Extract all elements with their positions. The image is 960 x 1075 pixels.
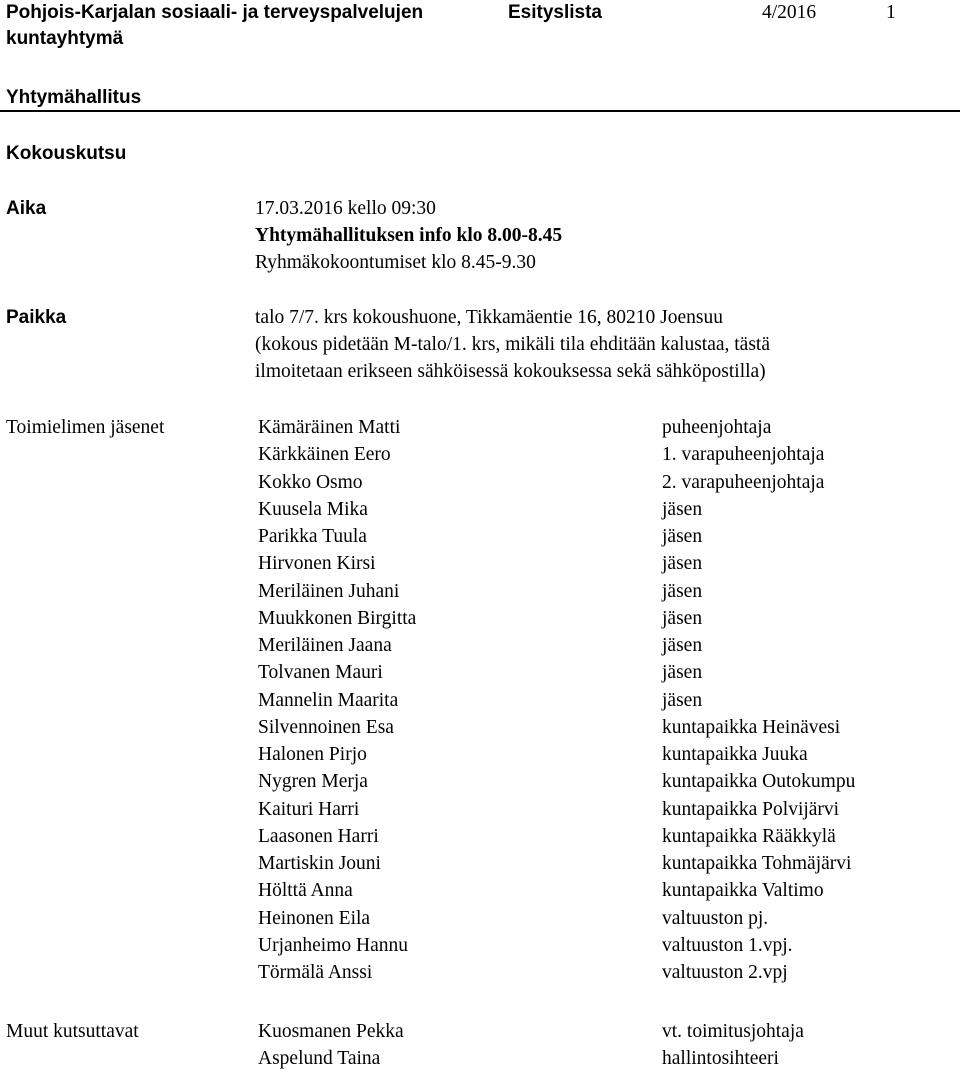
person-role: jäsen bbox=[662, 553, 703, 575]
meeting-date: 17.03.2016 kello 09:30 bbox=[255, 198, 436, 219]
document-number: 4/2016 bbox=[762, 2, 817, 23]
person-role: jäsen bbox=[662, 635, 703, 656]
person-role: kuntapaikka Rääkkylä bbox=[662, 825, 836, 847]
members-label: Toimielimen jäsenet bbox=[6, 417, 165, 438]
others-label: Muut kutsuttavat bbox=[6, 1021, 139, 1042]
list-item bbox=[0, 962, 960, 989]
person-name: Hölttä Anna bbox=[258, 880, 353, 902]
person-name: Meriläinen Juhani bbox=[258, 580, 400, 602]
person-role: hallintosihteeri bbox=[662, 1048, 779, 1070]
person-name: Parikka Tuula bbox=[258, 526, 367, 547]
person-role: kuntapaikka Heinävesi bbox=[662, 716, 841, 738]
place-line1: talo 7/7. krs kokoushuone, Tikkamäentie 16, 80210 Joensuu bbox=[255, 307, 723, 328]
person-name: Martiskin Jouni bbox=[258, 853, 381, 874]
person-name: Muukkonen Birgitta bbox=[258, 607, 417, 629]
person-role: jäsen bbox=[662, 689, 703, 711]
person-role: valtuuston pj. bbox=[662, 907, 769, 929]
person-name: Mannelin Maarita bbox=[258, 689, 399, 711]
list-item bbox=[0, 771, 960, 798]
person-role: jäsen bbox=[662, 607, 703, 629]
person-name: Hirvonen Kirsi bbox=[258, 553, 376, 575]
list-item bbox=[0, 662, 960, 689]
person-name: Meriläinen Jaana bbox=[258, 635, 392, 656]
person-name: Urjanheimo Hannu bbox=[258, 934, 409, 956]
place-line3: ilmoitetaan erikseen sähköisessä kokouksessa sekä sähköpostilla) bbox=[255, 361, 766, 382]
list-item bbox=[0, 690, 960, 717]
person-name: Kärkkäinen Eero bbox=[258, 444, 391, 466]
person-name: Kuusela Mika bbox=[258, 498, 368, 520]
person-role: vt. toimitusjohtaja bbox=[662, 1021, 804, 1042]
person-name: Kokko Osmo bbox=[258, 471, 363, 493]
person-name: Tolvanen Mauri bbox=[258, 662, 383, 684]
person-name: Nygren Merja bbox=[258, 771, 368, 793]
list-item bbox=[0, 499, 960, 526]
person-name: Aspelund Taina bbox=[258, 1048, 381, 1070]
list-item bbox=[0, 744, 960, 771]
person-role: valtuuston 1.vpj. bbox=[662, 934, 793, 956]
person-role: puheenjohtaja bbox=[662, 417, 772, 438]
person-role: jäsen bbox=[662, 498, 703, 520]
person-name: Silvennoinen Esa bbox=[258, 716, 394, 738]
list-item bbox=[0, 908, 960, 935]
document-type: Esityslista bbox=[508, 2, 602, 23]
list-item bbox=[0, 1021, 960, 1048]
list-item bbox=[0, 581, 960, 608]
person-name: Kämäräinen Matti bbox=[258, 417, 401, 438]
list-item bbox=[0, 608, 960, 635]
list-item bbox=[0, 417, 960, 444]
place-label: Paikka bbox=[6, 307, 67, 328]
list-item bbox=[0, 635, 960, 662]
notice-title: Kokouskutsu bbox=[6, 143, 127, 164]
person-name: Heinonen Eila bbox=[258, 907, 371, 929]
person-role: jäsen bbox=[662, 580, 703, 602]
person-role: kuntapaikka Tohmäjärvi bbox=[662, 853, 852, 874]
time-label: Aika bbox=[6, 198, 47, 219]
list-item bbox=[0, 935, 960, 962]
person-name: Halonen Pirjo bbox=[258, 744, 367, 765]
person-name: Laasonen Harri bbox=[258, 825, 379, 847]
list-item bbox=[0, 853, 960, 880]
body-name: Yhtymähallitus bbox=[6, 87, 142, 108]
person-role: jäsen bbox=[662, 526, 703, 547]
list-item bbox=[0, 799, 960, 826]
page-number: 1 bbox=[886, 2, 896, 23]
person-role: kuntapaikka Juuka bbox=[662, 744, 808, 765]
list-item bbox=[0, 444, 960, 471]
list-item bbox=[0, 880, 960, 907]
person-name: Törmälä Anssi bbox=[258, 962, 373, 983]
group-meetings: Ryhmäkokoontumiset klo 8.45-9.30 bbox=[255, 252, 536, 273]
organization-name-line2: kuntayhtymä bbox=[6, 28, 124, 49]
person-name: Kaituri Harri bbox=[258, 798, 360, 820]
person-role: jäsen bbox=[662, 662, 703, 684]
person-role: valtuuston 2.vpj bbox=[662, 962, 788, 983]
list-item bbox=[0, 526, 960, 553]
person-role: 2. varapuheenjohtaja bbox=[662, 471, 825, 493]
info-session: Yhtymähallituksen info klo 8.00-8.45 bbox=[255, 225, 563, 246]
person-role: 1. varapuheenjohtaja bbox=[662, 444, 825, 466]
list-item bbox=[0, 1048, 960, 1075]
person-role: kuntapaikka Outokumpu bbox=[662, 771, 856, 793]
header-divider bbox=[0, 110, 960, 112]
list-item bbox=[0, 472, 960, 499]
organization-name-line1: Pohjois-Karjalan sosiaali- ja terveyspalvelujen bbox=[6, 2, 424, 23]
list-item bbox=[0, 717, 960, 744]
person-role: kuntapaikka Polvijärvi bbox=[662, 798, 840, 820]
list-item bbox=[0, 826, 960, 853]
person-role: kuntapaikka Valtimo bbox=[662, 880, 824, 902]
list-item bbox=[0, 553, 960, 580]
person-name: Kuosmanen Pekka bbox=[258, 1021, 404, 1042]
place-line2: (kokous pidetään M-talo/1. krs, mikäli tila ehditään kalustaa, tästä bbox=[255, 334, 770, 355]
